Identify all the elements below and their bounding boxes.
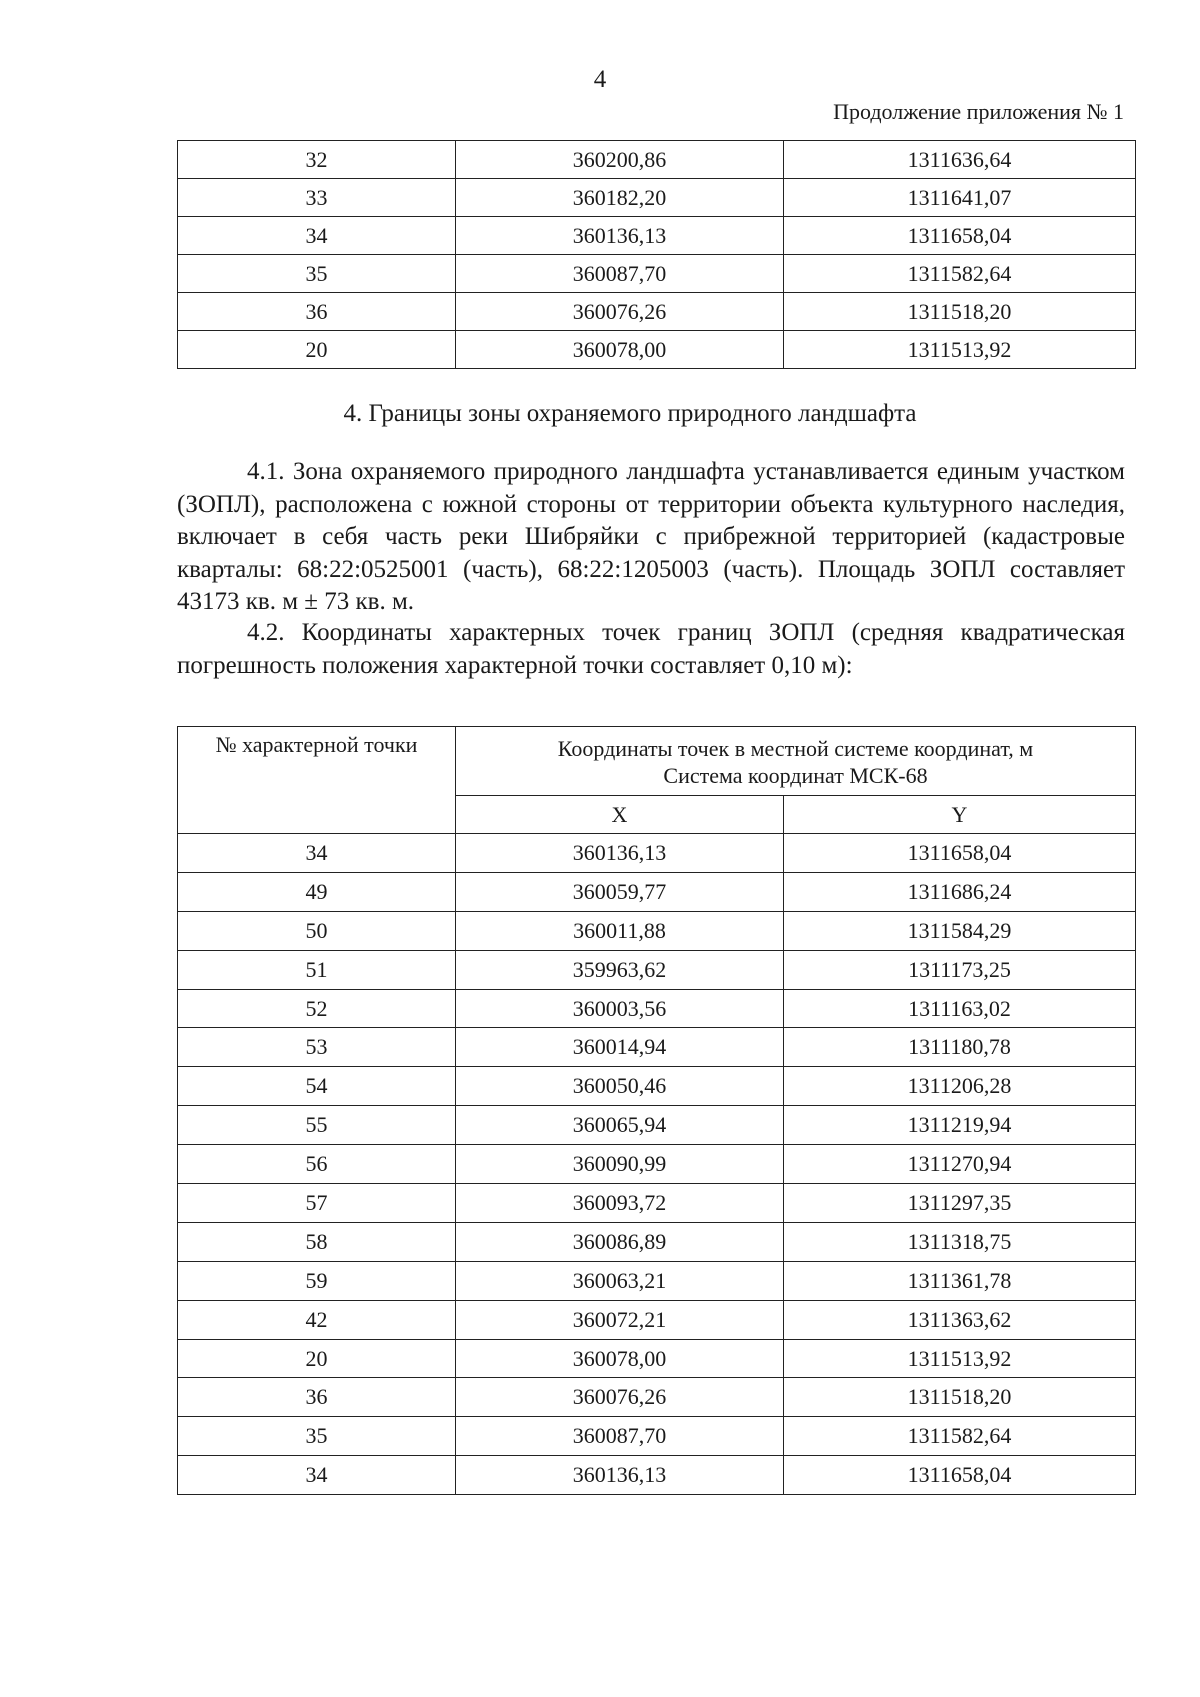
header-point-number: № характерной точки bbox=[178, 727, 456, 834]
x-coordinate-cell: 360076,26 bbox=[456, 1378, 784, 1417]
y-coordinate-cell: 1311206,28 bbox=[784, 1067, 1136, 1106]
y-coordinate-cell: 1311636,64 bbox=[784, 141, 1136, 179]
y-coordinate-cell: 1311658,04 bbox=[784, 217, 1136, 255]
table-row bbox=[178, 331, 1136, 369]
continuation-label: Продолжение приложения № 1 bbox=[833, 99, 1124, 124]
point-number-cell: 32 bbox=[178, 141, 456, 179]
x-coordinate-cell: 360087,70 bbox=[456, 1417, 784, 1456]
point-number-cell: 34 bbox=[178, 1456, 456, 1495]
x-coordinate-cell: 360050,46 bbox=[456, 1067, 784, 1106]
point-number-cell: 42 bbox=[178, 1300, 456, 1339]
coordinates-table-continued-body bbox=[178, 141, 1136, 369]
x-coordinate-cell: 360093,72 bbox=[456, 1184, 784, 1223]
x-coordinate-cell: 359963,62 bbox=[456, 950, 784, 989]
header-y: Y bbox=[784, 796, 1136, 834]
table-row bbox=[178, 834, 1136, 873]
y-coordinate-cell: 1311658,04 bbox=[784, 834, 1136, 873]
point-number-cell: 36 bbox=[178, 1378, 456, 1417]
x-coordinate-cell: 360078,00 bbox=[456, 331, 784, 369]
x-coordinate-cell: 360003,56 bbox=[456, 989, 784, 1028]
y-coordinate-cell: 1311584,29 bbox=[784, 911, 1136, 950]
x-coordinate-cell: 360086,89 bbox=[456, 1222, 784, 1261]
y-coordinate-cell: 1311173,25 bbox=[784, 950, 1136, 989]
header-coordinates-line-2: Система координат МСК-68 bbox=[663, 763, 928, 788]
point-number-cell: 36 bbox=[178, 293, 456, 331]
point-number-cell: 33 bbox=[178, 179, 456, 217]
zopl-coordinates-table bbox=[177, 726, 1136, 1495]
point-number-cell: 59 bbox=[178, 1261, 456, 1300]
y-coordinate-cell: 1311641,07 bbox=[784, 179, 1136, 217]
x-coordinate-cell: 360136,13 bbox=[456, 834, 784, 873]
table-header-row bbox=[178, 727, 1136, 796]
point-number-cell: 34 bbox=[178, 217, 456, 255]
x-coordinate-cell: 360136,13 bbox=[456, 217, 784, 255]
table-row bbox=[178, 1067, 1136, 1106]
table-row bbox=[178, 872, 1136, 911]
point-number-cell: 52 bbox=[178, 989, 456, 1028]
table-row bbox=[178, 1456, 1136, 1495]
table-row bbox=[178, 217, 1136, 255]
point-number-cell: 35 bbox=[178, 1417, 456, 1456]
x-coordinate-cell: 360065,94 bbox=[456, 1106, 784, 1145]
x-coordinate-cell: 360090,99 bbox=[456, 1145, 784, 1184]
x-coordinate-cell: 360087,70 bbox=[456, 255, 784, 293]
point-number-cell: 57 bbox=[178, 1184, 456, 1223]
point-number-cell: 58 bbox=[178, 1222, 456, 1261]
y-coordinate-cell: 1311582,64 bbox=[784, 255, 1136, 293]
table-row bbox=[178, 255, 1136, 293]
header-x: X bbox=[456, 796, 784, 834]
x-coordinate-cell: 360182,20 bbox=[456, 179, 784, 217]
x-coordinate-cell: 360014,94 bbox=[456, 1028, 784, 1067]
point-number-cell: 20 bbox=[178, 1339, 456, 1378]
point-number-cell: 50 bbox=[178, 911, 456, 950]
table-row bbox=[178, 989, 1136, 1028]
x-coordinate-cell: 360078,00 bbox=[456, 1339, 784, 1378]
table-row bbox=[178, 911, 1136, 950]
point-number-cell: 51 bbox=[178, 950, 456, 989]
zopl-coordinates-table-body bbox=[178, 834, 1136, 1495]
table-row bbox=[178, 1417, 1136, 1456]
point-number-cell: 35 bbox=[178, 255, 456, 293]
x-coordinate-cell: 360072,21 bbox=[456, 1300, 784, 1339]
x-coordinate-cell: 360011,88 bbox=[456, 911, 784, 950]
y-coordinate-cell: 1311270,94 bbox=[784, 1145, 1136, 1184]
x-coordinate-cell: 360200,86 bbox=[456, 141, 784, 179]
table-row bbox=[178, 293, 1136, 331]
x-coordinate-cell: 360063,21 bbox=[456, 1261, 784, 1300]
y-coordinate-cell: 1311513,92 bbox=[784, 1339, 1136, 1378]
table-row bbox=[178, 1300, 1136, 1339]
y-coordinate-cell: 1311163,02 bbox=[784, 989, 1136, 1028]
paragraph-4-2: 4.2. Координаты характерных точек границ ЗОПЛ (средняя квадратическая погрешность положения характерной точки составляет 0,10 м): bbox=[177, 619, 1125, 679]
table-row bbox=[178, 1339, 1136, 1378]
x-coordinate-cell: 360076,26 bbox=[456, 293, 784, 331]
y-coordinate-cell: 1311363,62 bbox=[784, 1300, 1136, 1339]
y-coordinate-cell: 1311513,92 bbox=[784, 331, 1136, 369]
table-row bbox=[178, 1028, 1136, 1067]
coordinates-table-continued bbox=[177, 140, 1136, 369]
paragraph-4-1: 4.1. Зона охраняемого природного ландшафта устанавливается единым участком (ЗОПЛ), расположена с южной стороны от территории объекта культурного наследия, включает в себя часть реки Шибряйки с прибрежной территорией (кадастровые кварталы: 68:22:0525001 (часть), 68:22:1205003 (часть). Площадь ЗОПЛ составляет 43173 кв. м ± 73 кв. м. bbox=[177, 458, 1125, 615]
table-row bbox=[178, 141, 1136, 179]
point-number-cell: 53 bbox=[178, 1028, 456, 1067]
point-number-cell: 49 bbox=[178, 872, 456, 911]
table-row bbox=[178, 1222, 1136, 1261]
table-row bbox=[178, 179, 1136, 217]
table-row bbox=[178, 1145, 1136, 1184]
y-coordinate-cell: 1311318,75 bbox=[784, 1222, 1136, 1261]
point-number-cell: 20 bbox=[178, 331, 456, 369]
header-coordinates bbox=[456, 727, 1136, 796]
point-number-cell: 56 bbox=[178, 1145, 456, 1184]
y-coordinate-cell: 1311219,94 bbox=[784, 1106, 1136, 1145]
y-coordinate-cell: 1311518,20 bbox=[784, 1378, 1136, 1417]
table-row bbox=[178, 1261, 1136, 1300]
table-row bbox=[178, 950, 1136, 989]
table-row bbox=[178, 1106, 1136, 1145]
table-row bbox=[178, 1184, 1136, 1223]
y-coordinate-cell: 1311582,64 bbox=[784, 1417, 1136, 1456]
table-row bbox=[178, 1378, 1136, 1417]
y-coordinate-cell: 1311658,04 bbox=[784, 1456, 1136, 1495]
x-coordinate-cell: 360136,13 bbox=[456, 1456, 784, 1495]
x-coordinate-cell: 360059,77 bbox=[456, 872, 784, 911]
y-coordinate-cell: 1311361,78 bbox=[784, 1261, 1136, 1300]
header-coordinates-line-1: Координаты точек в местной системе координат, м bbox=[557, 736, 1034, 761]
point-number-cell: 34 bbox=[178, 834, 456, 873]
y-coordinate-cell: 1311686,24 bbox=[784, 872, 1136, 911]
point-number-cell: 55 bbox=[178, 1106, 456, 1145]
y-coordinate-cell: 1311297,35 bbox=[784, 1184, 1136, 1223]
section-title: 4. Границы зоны охраняемого природного ландшафта bbox=[343, 400, 917, 427]
y-coordinate-cell: 1311180,78 bbox=[784, 1028, 1136, 1067]
y-coordinate-cell: 1311518,20 bbox=[784, 293, 1136, 331]
page-number: 4 bbox=[593, 66, 607, 93]
point-number-cell: 54 bbox=[178, 1067, 456, 1106]
